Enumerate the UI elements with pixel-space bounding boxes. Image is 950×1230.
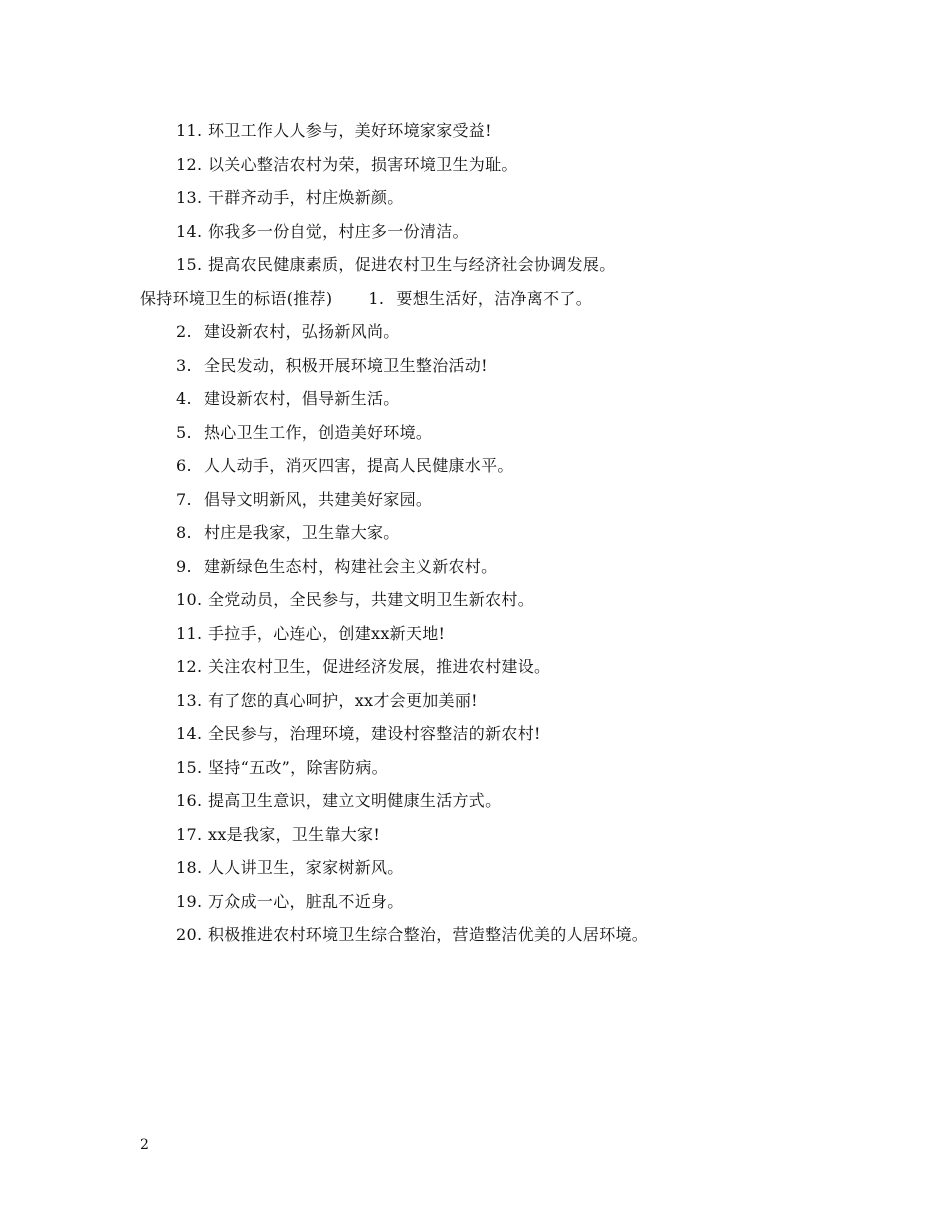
section-heading-line [140,289,592,309]
list-item [176,557,497,577]
list-item [176,624,445,644]
item-number: 2. [176,322,192,341]
item-text: 建设新农村，弘扬新风尚。 [204,322,400,341]
item-number: 7. [176,490,192,509]
item-number: 14. [176,222,203,241]
item-text: 提高农民健康素质，促进农村卫生与经济社会协调发展。 [208,255,616,274]
list-item [176,389,400,409]
list-item [176,858,404,878]
list-item [176,691,478,711]
item-number: 10. [176,590,203,609]
item-number: 6. [176,456,192,475]
item-number: 12. [176,155,203,174]
item-text: 建新绿色生态村，构建社会主义新农村。 [204,557,498,576]
item-text: 万众成一心，脏乱不近身。 [208,892,404,911]
item-text: 关注农村卫生，促进经济发展，推进农村建设。 [208,657,551,676]
item-text: 干群齐动手，村庄焕新颜。 [208,188,404,207]
item-text: 积极推进农村环境卫生综合整治，营造整洁优美的人居环境。 [208,925,649,944]
item-text: 村庄是我家，卫生靠大家。 [204,523,400,542]
item-text: 人人讲卫生，家家树新风。 [208,858,404,877]
section-title: 保持环境卫生的标语(推荐) [140,289,333,308]
list-item [176,791,501,811]
list-item [176,322,400,342]
item-number: 1. [368,289,385,308]
item-number: 16. [176,791,203,810]
item-number: 13. [176,188,203,207]
item-number: 9. [176,557,192,576]
list-item [176,188,404,208]
item-text: 提高卫生意识，建立文明健康生活方式。 [208,791,502,810]
item-text: 有了您的真心呵护，xx才会更加美丽! [208,691,478,710]
item-text: 坚持“五改”，除害防病。 [208,758,388,777]
page-number: 2 [140,1137,149,1153]
item-text: xx是我家，卫生靠大家! [208,825,381,844]
item-text: 你我多一份自觉，村庄多一份清洁。 [208,222,469,241]
item-number: 20. [176,925,203,944]
item-text: 全民发动，积极开展环境卫生整治活动! [204,356,488,375]
item-text: 环卫工作人人参与，美好环境家家受益! [208,121,492,140]
item-number: 5. [176,423,192,442]
item-number: 4. [176,389,192,408]
item-number: 17. [176,825,203,844]
list-item [176,590,534,610]
item-text: 手拉手，心连心，创建xx新天地! [208,624,446,643]
item-number: 11. [176,121,203,140]
list-item [176,523,400,543]
item-number: 13. [176,691,203,710]
item-text: 倡导文明新风，共建美好家园。 [204,490,433,509]
list-item [176,892,404,912]
list-item [176,825,380,845]
item-number: 12. [176,657,203,676]
item-text: 全党动员，全民参与，共建文明卫生新农村。 [208,590,535,609]
list-item [176,121,492,141]
item-number: 18. [176,858,203,877]
list-item [176,155,518,175]
item-number: 14. [176,724,203,743]
item-number: 19. [176,892,203,911]
list-item [176,456,514,476]
item-number: 11. [176,624,203,643]
item-text: 建设新农村，倡导新生活。 [204,389,400,408]
item-number: 15. [176,758,203,777]
list-item [176,758,388,778]
item-text: 热心卫生工作，创造美好环境。 [204,423,433,442]
item-number: 15. [176,255,203,274]
item-text: 全民参与，治理环境，建设村容整洁的新农村! [208,724,541,743]
item-text: 要想生活好，洁净离不了。 [396,289,592,308]
item-text: 以关心整洁农村为荣，损害环境卫生为耻。 [208,155,518,174]
list-item [176,657,550,677]
list-item [176,255,616,275]
list-item [176,724,541,744]
item-number: 8. [176,523,192,542]
item-number: 3. [176,356,192,375]
list-item [176,490,432,510]
item-text: 人人动手，消灭四害，提高人民健康水平。 [204,456,514,475]
list-item [176,925,648,945]
list-item [176,222,469,242]
list-item [176,423,432,443]
list-item [176,356,488,376]
